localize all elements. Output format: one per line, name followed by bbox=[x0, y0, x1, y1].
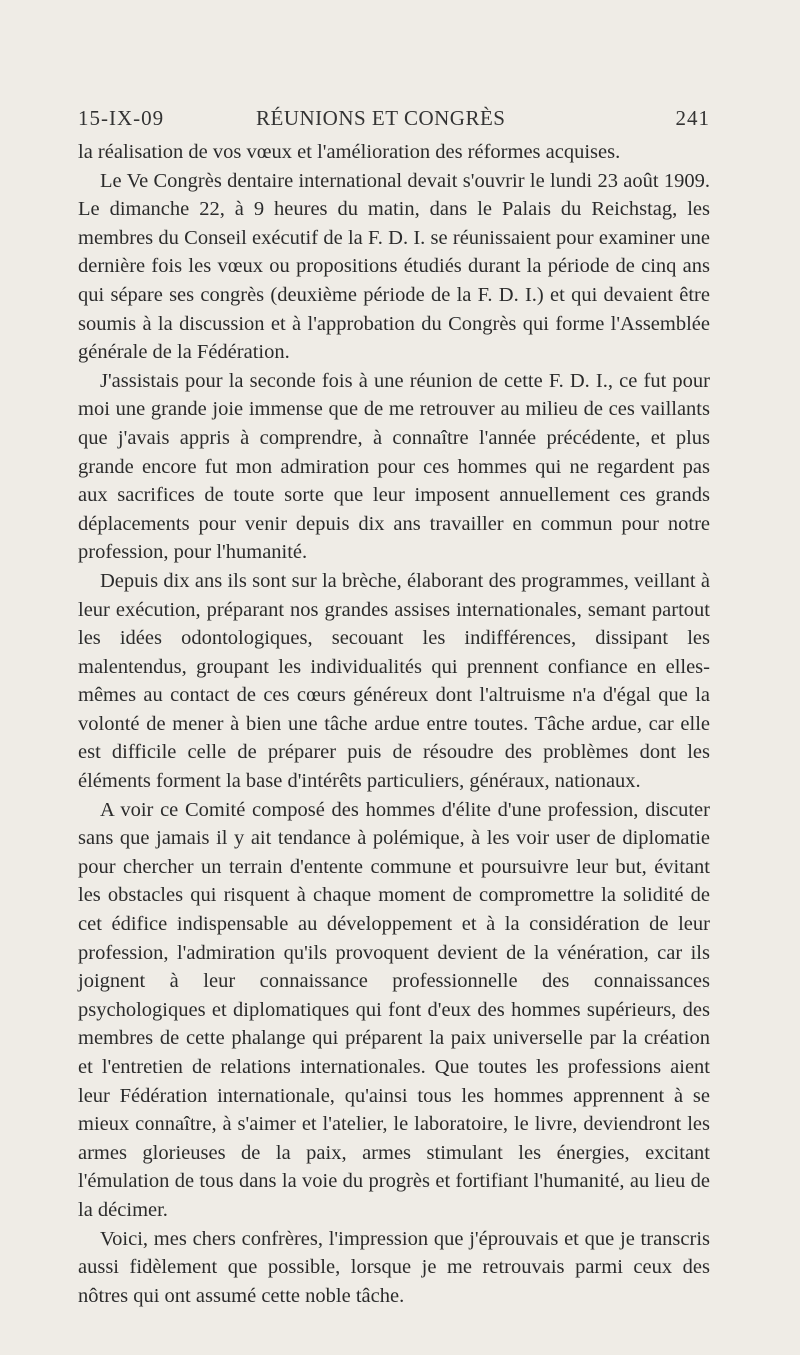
paragraph: A voir ce Comité composé des hommes d'élite d'une profession, discuter sans que jamais il y ait tendance à polémique, à les voir user de diplomatie pour chercher un terrain d'entente commune et poursuivre leur but, évitant les obstacles qui risquent à chaque moment de compromettre la solidité de cet édifice indispensable au développement et à la considération de leur profession, l'admiration qu'ils provoquent devient de la vénération, car ils joignent à leur connaissance professionnelle des connaissances psychologiques et diplomatiques qui font d'eux des hommes supérieurs, des membres de cette phalange qui préparent la paix universelle par la création et l'entretien de relations internationales. Que toutes les professions aient leur Fédération internationale, qu'ainsi tous les hommes apprennent à se mieux connaître, à s'aimer et l'atelier, le laboratoire, le livre, deviendront les armes glorieuses de la paix, armes stimulant les énergies, excitant l'émulation de tous dans la voie du progrès et fortifiant l'humanité, au lieu de la décimer. bbox=[78, 798, 710, 1221]
running-head-date: 15-IX-09 bbox=[78, 106, 165, 130]
running-head-title: RÉUNIONS ET CONGRÈS bbox=[256, 106, 506, 130]
paragraph: Depuis dix ans ils sont sur la brèche, élaborant des programmes, veillant à leur exécution, préparant nos grandes assises internationales, semant partout les idées odontologiques, secouant les indifférences, dissipant les malentendus, groupant les individualités qui prennent confiance en elles-mêmes au contact de ces cœurs généreux dont l'altruisme n'a d'égal que la volonté de mener à bien une tâche ardue entre toutes. Tâche ardue, car elle est difficile celle de préparer puis de résoudre des problèmes dont les éléments forment la base d'intérêts particuliers, généraux, nationaux. bbox=[78, 569, 710, 793]
paragraph: J'assistais pour la seconde fois à une réunion de cette F. D. I., ce fut pour moi une grande joie immense que de me retrouver au milieu de ces vaillants que j'avais appris à comprendre, à connaître l'année précédente, et plus grande encore fut mon admiration pour ces hommes qui ne regardent pas aux sacrifices de toute sorte que leur imposent annuellement ces grands déplacements pour venir depuis dix ans travailler en commun pour notre profession, pour l'humanité. bbox=[78, 369, 710, 564]
body-text bbox=[78, 138, 710, 1310]
running-head bbox=[78, 98, 710, 134]
paragraph-continuation: la réalisation de vos vœux et l'amélioration des réformes acquises. bbox=[78, 141, 621, 163]
page-number: 241 bbox=[675, 106, 710, 130]
paragraph: Voici, mes chers confrères, l'impression que j'éprouvais et que je transcris aussi fidèlement que possible, lorsque je me retrouvais parmi ceux des nôtres qui ont assumé cette noble tâche. bbox=[78, 1227, 710, 1307]
paragraph: Le Ve Congrès dentaire international devait s'ouvrir le lundi 23 août 1909. Le dimanche 22, à 9 heures du matin, dans le Palais du Reichstag, les membres du Conseil exécutif de la F. D. I. se réunissaient pour examiner une dernière fois les vœux ou propositions étudiés durant la période de cinq ans qui sépare ses congrès (deuxième période de la F. D. I.) et qui devaient être soumis à la discussion et à l'approbation du Congrès qui forme l'Assemblée générale de la Fédération. bbox=[78, 169, 710, 364]
